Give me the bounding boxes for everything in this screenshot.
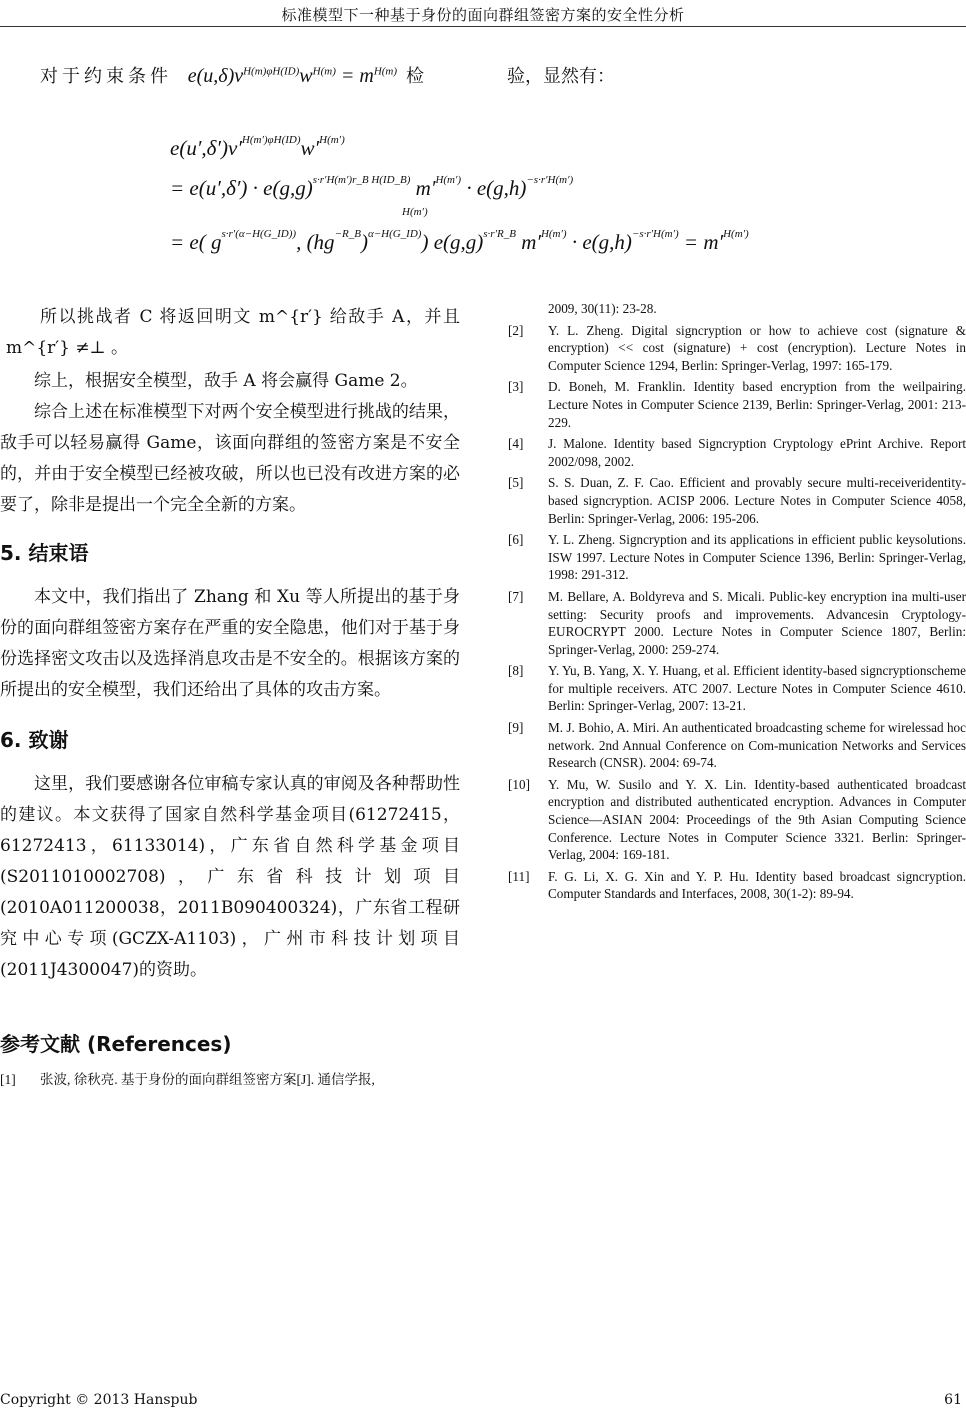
reference-text: Y. L. Zheng. Digital signcryption or how to achieve cost (signature & encryption) << cost (signature) + cost (encryption). Lecture Notes in Computer Science 1294, Berlin: Springer-Verlag, 1997: 165-179. bbox=[548, 322, 966, 373]
footer-page-number: 61 bbox=[944, 1392, 962, 1408]
reference-text: Y. Mu, W. Susilo and Y. X. Lin. Identity-based authenticated broadcast encryption and distributed authenticated encryption. Advances in Computer Science—ASIAN 2004: Proceedings of the 9th Asian Computing Science Conference. Lecture Notes in Computer Science 3321. Berlin: Springer-Verlag, 2004: 169-181. bbox=[548, 776, 966, 863]
paragraph-return-plaintext: 所以挑战者 C 将返回明文 m^{r′} 给敌手 A，并且 m^{r′} ≠⊥ 。 bbox=[6, 307, 460, 358]
paragraph-conclusion: 本文中，我们指出了 Zhang 和 Xu 等人所提出的基于身份的面向群组签密方案存在严重的安全隐患，他们对于基于身份选择密文攻击以及选择消息攻击是不安全的。根据该方案的所提出的安全模型，我们还给出了具体的攻击方案。 bbox=[0, 587, 460, 700]
paragraph-conclusion-attack: 综合上述在标准模型下对两个安全模型进行挑战的结果，敌手可以轻易赢得 Game，该面向群组的签密方案是不安全的，并由于安全模型已经被攻破，所以也已没有改进方案的必要了，除非是提出一个完全全新的方案。 bbox=[0, 402, 460, 515]
reference-text: J. Malone. Identity based Signcryption Cryptology ePrint Archive. Report 2002/098, 2002. bbox=[548, 436, 966, 469]
intro-check: 检 bbox=[406, 66, 425, 87]
reference-text: 张波, 徐秋亮. 基于身份的面向群组签密方案[J]. 通信学报, bbox=[40, 1072, 375, 1087]
reference-item bbox=[508, 719, 966, 772]
left-column bbox=[0, 302, 460, 1093]
reference-number: [8] bbox=[508, 663, 524, 679]
section-heading-acknowledgement: 6. 致谢 bbox=[0, 728, 69, 752]
reference-item bbox=[508, 300, 966, 318]
reference-number: [2] bbox=[508, 322, 524, 338]
reference-text: S. S. Duan, Z. F. Cao. Efficient and provably secure multi-receiveridentity-based signcryption. ACISP 2006. Lecture Notes in Computer Science 4058, Berlin: Springer-Verlag, 2006: 195-206. bbox=[548, 475, 966, 526]
equation-line-3-top: H(m′) bbox=[402, 206, 428, 218]
reference-text: Y. Yu, B. Yang, X. Y. Huang, et al. Efficient identity-based signcryptionscheme for multiple receivers. ATC 2007. Lecture Notes in Computer Science 4610. Berlin: Springer-Verlag, 2007: 13-21. bbox=[548, 663, 966, 714]
reference-item bbox=[508, 588, 966, 658]
reference-item bbox=[508, 474, 966, 527]
reference-number: [11] bbox=[508, 868, 530, 884]
constraint-formula: $e(u,\delta)v^{H(m)\varphi H(ID)}w^{H(m)} = m^{H(m)}$ bbox=[187, 65, 398, 87]
intro-line bbox=[40, 62, 940, 88]
paragraph-acknowledgement: 这里，我们要感谢各位审稿专家认真的审阅及各种帮助性的建议。本文获得了国家自然科学基金项目(61272415，61272413，61133014)，广东省自然科学基金项目(S2011010002708)，广东省科技计划项目(2010A011200038，2011B090400324)，广东省工程研究中心专项(GCZX-A1103)，广州市科技计划项目(2011J4300047)的资助。 bbox=[0, 774, 460, 980]
reference-text: 2009, 30(11): 23-28. bbox=[548, 301, 657, 316]
intro-left-text: 对于约束条件 bbox=[40, 66, 172, 87]
reference-number: [5] bbox=[508, 475, 524, 491]
intro-right-text: 验，显然有： bbox=[507, 66, 615, 87]
footer-copyright: Copyright © 2013 Hanspub bbox=[0, 1392, 198, 1408]
reference-text: M. Bellare, A. Boldyreva and S. Micali. Public-key encryption ina multi-user setting: Security proofs and improvements. Advancesin Cryptology-EUROCRYPT 2000. Lecture Notes in Computer Science 1807, Berlin: Springer-Verlag, 2000: 259-274. bbox=[548, 588, 966, 657]
section-heading-conclusion: 5. 结束语 bbox=[0, 541, 89, 565]
equation-line-1: $e(u',\delta')v'^{H(m')\varphi H(ID)}w'^{H(m')}$ bbox=[170, 134, 345, 160]
equation-line-2: = $e(u',\delta') \cdot e(g,g)^{s\cdot r'H(m')r\_B H(ID\_B)}$ $m'^{H(m')} \cdot e(g,h)^{-s\cdot r'H(m')}$ bbox=[170, 174, 574, 200]
reference-item bbox=[508, 776, 966, 864]
reference-number: [1] bbox=[0, 1072, 16, 1087]
reference-text: F. G. Li, X. G. Xin and Y. P. Hu. Identity based broadcast signcryption. Computer Standards and Interfaces, 2008, 30(1-2): 89-94. bbox=[548, 868, 966, 902]
reference-text: M. J. Bohio, A. Miri. An authenticated broadcasting scheme for wirelessad hoc network. 2nd Annual Conference on Com-munication Networks and Services Research (CNSR). 2004: 69-74. bbox=[548, 720, 966, 771]
reference-number: [4] bbox=[508, 436, 524, 452]
paragraph-game2: 综上，根据安全模型，敌手 A 将会赢得 Game 2。 bbox=[34, 371, 418, 391]
reference-text: D. Boneh, M. Franklin. Identity based encryption from the weilpairing. Lecture Notes in Computer Science 2139, Berlin: Springer-Verlag, 2001: 213-229. bbox=[548, 379, 966, 430]
references-heading: 参考文献 (References) bbox=[0, 1032, 232, 1056]
references-list bbox=[508, 300, 966, 907]
reference-number: [6] bbox=[508, 532, 524, 548]
reference-item bbox=[508, 378, 966, 431]
reference-number: [10] bbox=[508, 776, 530, 792]
equation-line-3: = e( $g^{s\cdot r'(\alpha-H(G\_ID))}$, $(hg^{-R\_B})^{\alpha-H(G\_ID)}$) $e(g,g)^{s\cdot r'R\_B}$ $m'^{H(m')} \cdot e(g,h)^{-s\cdot r'H(m')} = m'^{H(m')}$ bbox=[170, 228, 749, 254]
reference-item bbox=[508, 662, 966, 715]
reference-item bbox=[508, 531, 966, 584]
reference-text: Y. L. Zheng. Signcryption and its applications in efficient public keysolutions. ISW 1997. Lecture Notes in Computer Science 1396, Berlin: Springer-Verlag, 1998: 291-312. bbox=[548, 532, 966, 583]
reference-number: [9] bbox=[508, 720, 524, 736]
reference-item bbox=[508, 868, 966, 903]
reference-number: [7] bbox=[508, 588, 524, 604]
reference-item bbox=[508, 322, 966, 375]
running-header: 标准模型下一种基于身份的面向群组签密方案的安全性分析 bbox=[281, 6, 685, 24]
header-rule bbox=[0, 26, 966, 27]
reference-number: [3] bbox=[508, 379, 524, 395]
reference-item-1 bbox=[0, 1071, 460, 1089]
reference-item bbox=[508, 435, 966, 470]
